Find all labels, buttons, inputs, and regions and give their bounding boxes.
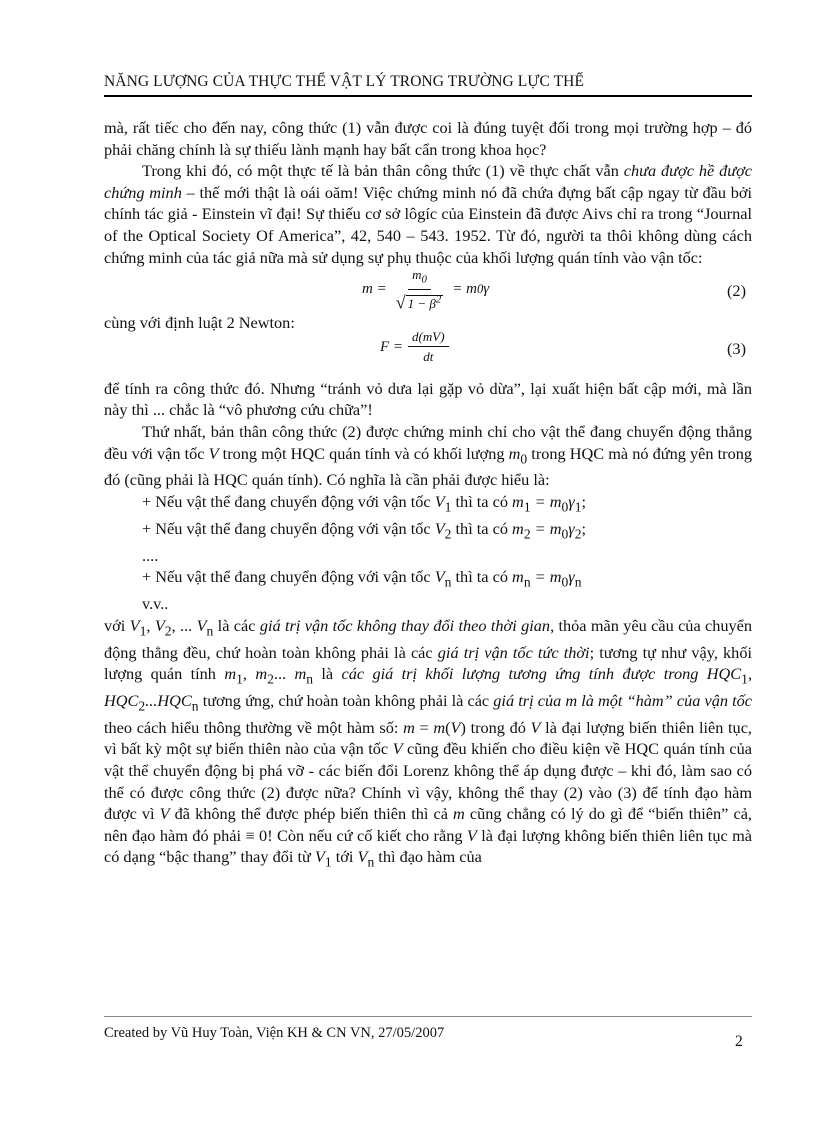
equation-2-number: (2) — [727, 281, 746, 301]
paragraph-4: để tính ra công thức đó. Nhưng “tránh vỏ dưa lại gặp vỏ dừa”, lại xuất hiện bất cập mới, mà lần này thì ... chắc là “vô phương cứu chữa”! — [104, 378, 752, 420]
paragraph-1: mà, rất tiếc cho đến nay, công thức (1) vẫn được coi là đúng tuyệt đối trong mọi trường hợp – đó phải chăng chính là sự thiếu lành mạnh hay bất cẩn trong khoa học? — [104, 118, 752, 159]
equation-3 — [104, 329, 752, 378]
eq2-rhs-tail: γ — [483, 281, 490, 298]
eq2-den-sup: 2 — [435, 293, 442, 306]
p2-emphasis: chưa được hề được chứng minh — [104, 161, 752, 202]
list-item: + Nếu vật thể đang chuyển động với vận tốc $V_n$ thì ta có $m_n = m_0\gamma_n$ — [142, 567, 582, 590]
p2-text-b: – thế mới thật là oái oăm! Việc chứng minh nó đã chứa đựng bất cập ngay từ đầu bởi chính tác giả - Einstein vĩ đại! Sự thiếu cơ sở lôgíc của Einstein đã được Aivs chỉ ra trong “Journal of the Optical Society Of America”, 42, 540 – 543. 1952. Từ đó, người ta thôi không dùng cách chứng minh của tác giả nữa mà sử dụng sự phụ thuộc của khối lượng quán tính vào vận tốc: — [104, 182, 752, 267]
paragraph-5 — [104, 421, 752, 491]
p5-v: V — [208, 443, 219, 463]
eq3-lhs: F = — [380, 338, 404, 355]
p5-m: m — [508, 443, 521, 463]
equation-3-number: (3) — [727, 338, 746, 358]
footer-credit: Created by Vũ Huy Toàn, Viện KH & CN VN, 27/05/2007 — [104, 1025, 445, 1041]
eq2-lhs: m = — [362, 281, 387, 298]
p5-text-a: Thứ nhất, bản thân công thức (2) được chứng minh chỉ cho vật thể đang chuyển động thẳng đều với vận tốc — [104, 421, 752, 463]
p5-text-c: trong HQC mà nó đứng yên trong đó (cũng phải là HQC quán tính). Có nghĩa là cần phải được hiểu là: — [104, 443, 753, 490]
list-etc: v.v.. — [142, 594, 169, 614]
eq3-denominator: dt — [423, 349, 434, 365]
header-rule — [104, 95, 752, 97]
list-item: + Nếu vật thể đang chuyển động với vận tốc $V_2$ thì ta có $m_2 = m_0\gamma_2$; — [142, 518, 587, 542]
p5-text-b: trong một HQC quán tính và có khối lượng — [218, 443, 509, 463]
eq2-den-root: 1 − β — [407, 296, 436, 312]
eq3-fraction — [408, 328, 449, 367]
eq2-numerator-sub: 0 — [421, 273, 427, 286]
paragraph-2 — [104, 160, 752, 268]
running-header: NĂNG LƯỢNG CỦA THỰC THỂ VẬT LÝ TRONG TRƯỜNG LỰC THẾ — [104, 73, 585, 90]
p5-m-sub: 0 — [520, 450, 528, 466]
body-text — [104, 117, 752, 873]
eq2-numerator: m — [412, 267, 422, 283]
equation-2-body — [362, 268, 489, 312]
sqrt-icon: √ — [395, 292, 406, 313]
eq2-fraction — [392, 266, 448, 314]
list-item: + Nếu vật thể đang chuyển động với vận tốc $V_1$ thì ta có $m_1 = m_0\gamma_1$; — [142, 491, 587, 515]
eq3-numerator: d(mV) — [408, 328, 449, 347]
equation-3-body — [380, 326, 454, 370]
eq2-rhs-sub: 0 — [477, 282, 484, 297]
list-ellipsis: .... — [142, 545, 159, 565]
eq2-rhs: = m — [452, 281, 477, 298]
footer-rule — [104, 1016, 752, 1017]
paragraph-3: cùng với định luật 2 Newton: — [104, 313, 295, 333]
p2-text-a: Trong khi đó, có một thực tế là bản thân công thức (1) về thực chất vẫn — [142, 161, 624, 181]
equation-2 — [104, 268, 752, 312]
paragraph-6: với $V_1$, $V_2$, ... $V_n$ là các giá trị vận tốc không thay đổi theo thời gian, thỏa mãn yêu cầu của chuyển động thẳng đều, chứ hoàn toàn không phải là các giá trị vận tốc tức thời; tương tự như vậy, khối lượng quán tính $m_1$, $m_2$... $m_n$ là các giá trị khối lượng tương ứng tính được trong $HQC_1$, $HQC_2...HQC_n$ tương ứng, chứ hoàn toàn không phải là các giá trị của m là một “hàm” của vận tốc theo cách hiểu thông thường về một hàm số: m = m(V) trong đó V là đại lượng biến thiên liên tục, vì bất kỳ một sự biến thiên nào của vận tốc V cũng đều khiến cho điều kiện về HQC quán tính của vật thể chuyển động bị phá vỡ - các biến đổi Lorenz không thể áp dụng được – khi đó, làm sao có thể có được công thức (2) được nữa? Chính vì vậy, không thể thay (2) vào (3) để tính đạo hàm được vì V đã không thể được phép biến thiên thì cả m cũng chẳng có lý do gì để “biến thiên” cả, nên đạo hàm đó phải ≡ 0! Còn nếu cứ cố kiết cho rằng V là đại lượng không biến thiên liên tục mà có dạng “bậc thang” thay đổi từ $V_1$ tới $V_n$ thì đạo hàm của — [104, 615, 753, 870]
page-number: 2 — [735, 1033, 743, 1050]
